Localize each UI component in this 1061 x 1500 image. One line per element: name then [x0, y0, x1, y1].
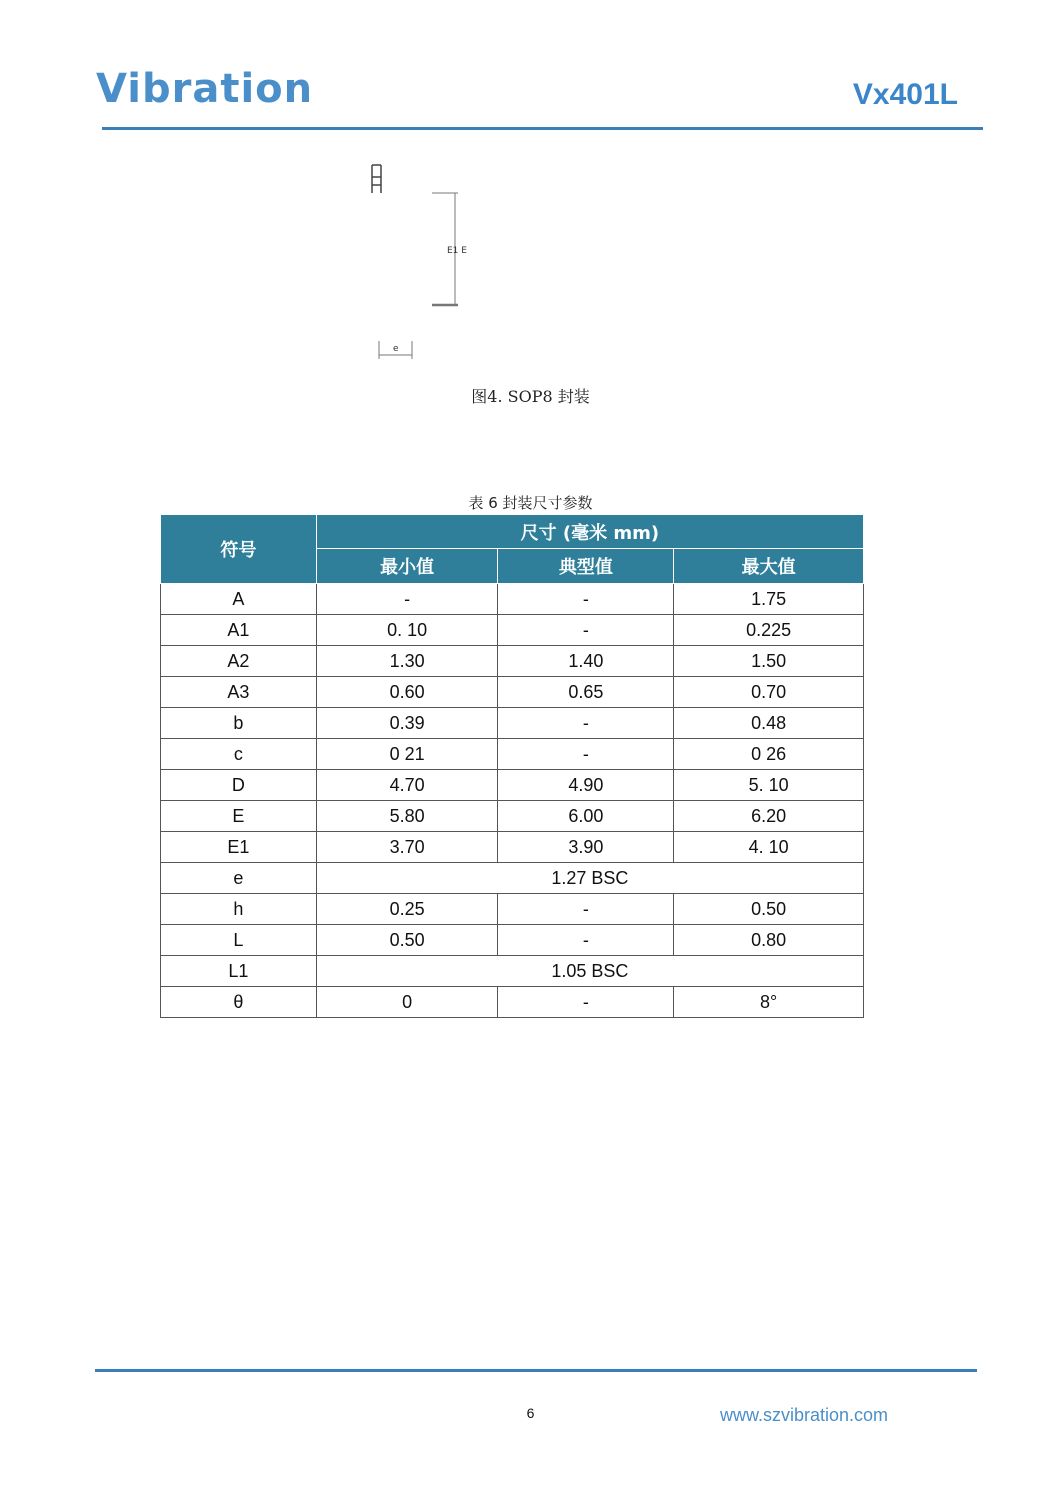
table-row: [161, 801, 864, 832]
cell-merged-value: 1.27 BSC: [316, 863, 863, 894]
table-row: [161, 987, 864, 1018]
cell-typ: -: [498, 615, 674, 646]
cell-min: 0. 10: [316, 615, 498, 646]
pin-glyph: [372, 165, 381, 193]
cell-symbol: L: [161, 925, 317, 956]
cell-symbol: A: [161, 584, 317, 615]
cell-symbol: E: [161, 801, 317, 832]
table-row: [161, 708, 864, 739]
page-number: 6: [526, 1405, 535, 1421]
label-e1-e: E1 E: [447, 246, 467, 256]
cell-symbol: h: [161, 894, 317, 925]
cell-typ: 4.90: [498, 770, 674, 801]
cell-max: 1.50: [674, 646, 864, 677]
header-max: 最大值: [674, 549, 864, 584]
sop8-package-figure: [360, 155, 560, 375]
cell-min: 0.60: [316, 677, 498, 708]
cell-merged-value: 1.05 BSC: [316, 956, 863, 987]
table-row: [161, 646, 864, 677]
cell-min: 5.80: [316, 801, 498, 832]
cell-typ: -: [498, 987, 674, 1018]
cell-min: 4.70: [316, 770, 498, 801]
header-dimension: 尺寸 (毫米 mm): [316, 515, 863, 549]
table-row: [161, 925, 864, 956]
package-dimension-table: [160, 514, 864, 1018]
cell-symbol: A2: [161, 646, 317, 677]
cell-typ: -: [498, 894, 674, 925]
table-row: [161, 863, 864, 894]
cell-symbol: A1: [161, 615, 317, 646]
table-row: [161, 615, 864, 646]
cell-typ: 3.90: [498, 832, 674, 863]
cell-typ: 6.00: [498, 801, 674, 832]
cell-symbol: θ: [161, 987, 317, 1018]
table-row: [161, 956, 864, 987]
label-e: e: [393, 344, 399, 354]
table-row: [161, 770, 864, 801]
cell-max: 0.48: [674, 708, 864, 739]
cell-typ: 1.40: [498, 646, 674, 677]
cell-min: 0.25: [316, 894, 498, 925]
cell-max: 8°: [674, 987, 864, 1018]
cell-max: 0.70: [674, 677, 864, 708]
table-caption: 表 6 封装尺寸参数: [468, 494, 593, 512]
cell-min: 0 21: [316, 739, 498, 770]
cell-symbol: b: [161, 708, 317, 739]
cell-max: 0 26: [674, 739, 864, 770]
cell-min: 0.50: [316, 925, 498, 956]
cell-max: 0.50: [674, 894, 864, 925]
cell-max: 0.80: [674, 925, 864, 956]
cell-min: 0.39: [316, 708, 498, 739]
cell-symbol: e: [161, 863, 317, 894]
cell-max: 5. 10: [674, 770, 864, 801]
header-divider: [102, 127, 983, 130]
cell-max: 6.20: [674, 801, 864, 832]
cell-typ: -: [498, 584, 674, 615]
table-row: [161, 894, 864, 925]
company-logo: Vibration: [96, 66, 314, 112]
cell-max: 0.225: [674, 615, 864, 646]
cell-symbol: D: [161, 770, 317, 801]
package-drawing: [360, 155, 560, 375]
cell-symbol: c: [161, 739, 317, 770]
cell-min: 1.30: [316, 646, 498, 677]
cell-typ: -: [498, 708, 674, 739]
table-row: [161, 832, 864, 863]
cell-typ: 0.65: [498, 677, 674, 708]
cell-symbol: E1: [161, 832, 317, 863]
cell-max: 1.75: [674, 584, 864, 615]
header-typ: 典型值: [498, 549, 674, 584]
cell-min: 0: [316, 987, 498, 1018]
cell-min: -: [316, 584, 498, 615]
cell-typ: -: [498, 925, 674, 956]
document-id: Vx401L: [852, 78, 958, 111]
header-symbol: 符号: [161, 515, 317, 584]
figure-caption: 图4. SOP8 封装: [471, 387, 590, 406]
cell-symbol: A3: [161, 677, 317, 708]
cell-symbol: L1: [161, 956, 317, 987]
website-link[interactable]: www.szvibration.com: [720, 1405, 889, 1425]
table-row: [161, 584, 864, 615]
cell-min: 3.70: [316, 832, 498, 863]
cell-typ: -: [498, 739, 674, 770]
footer-divider: [95, 1369, 977, 1372]
cell-max: 4. 10: [674, 832, 864, 863]
header-min: 最小值: [316, 549, 498, 584]
table-row: [161, 739, 864, 770]
table-row: [161, 677, 864, 708]
